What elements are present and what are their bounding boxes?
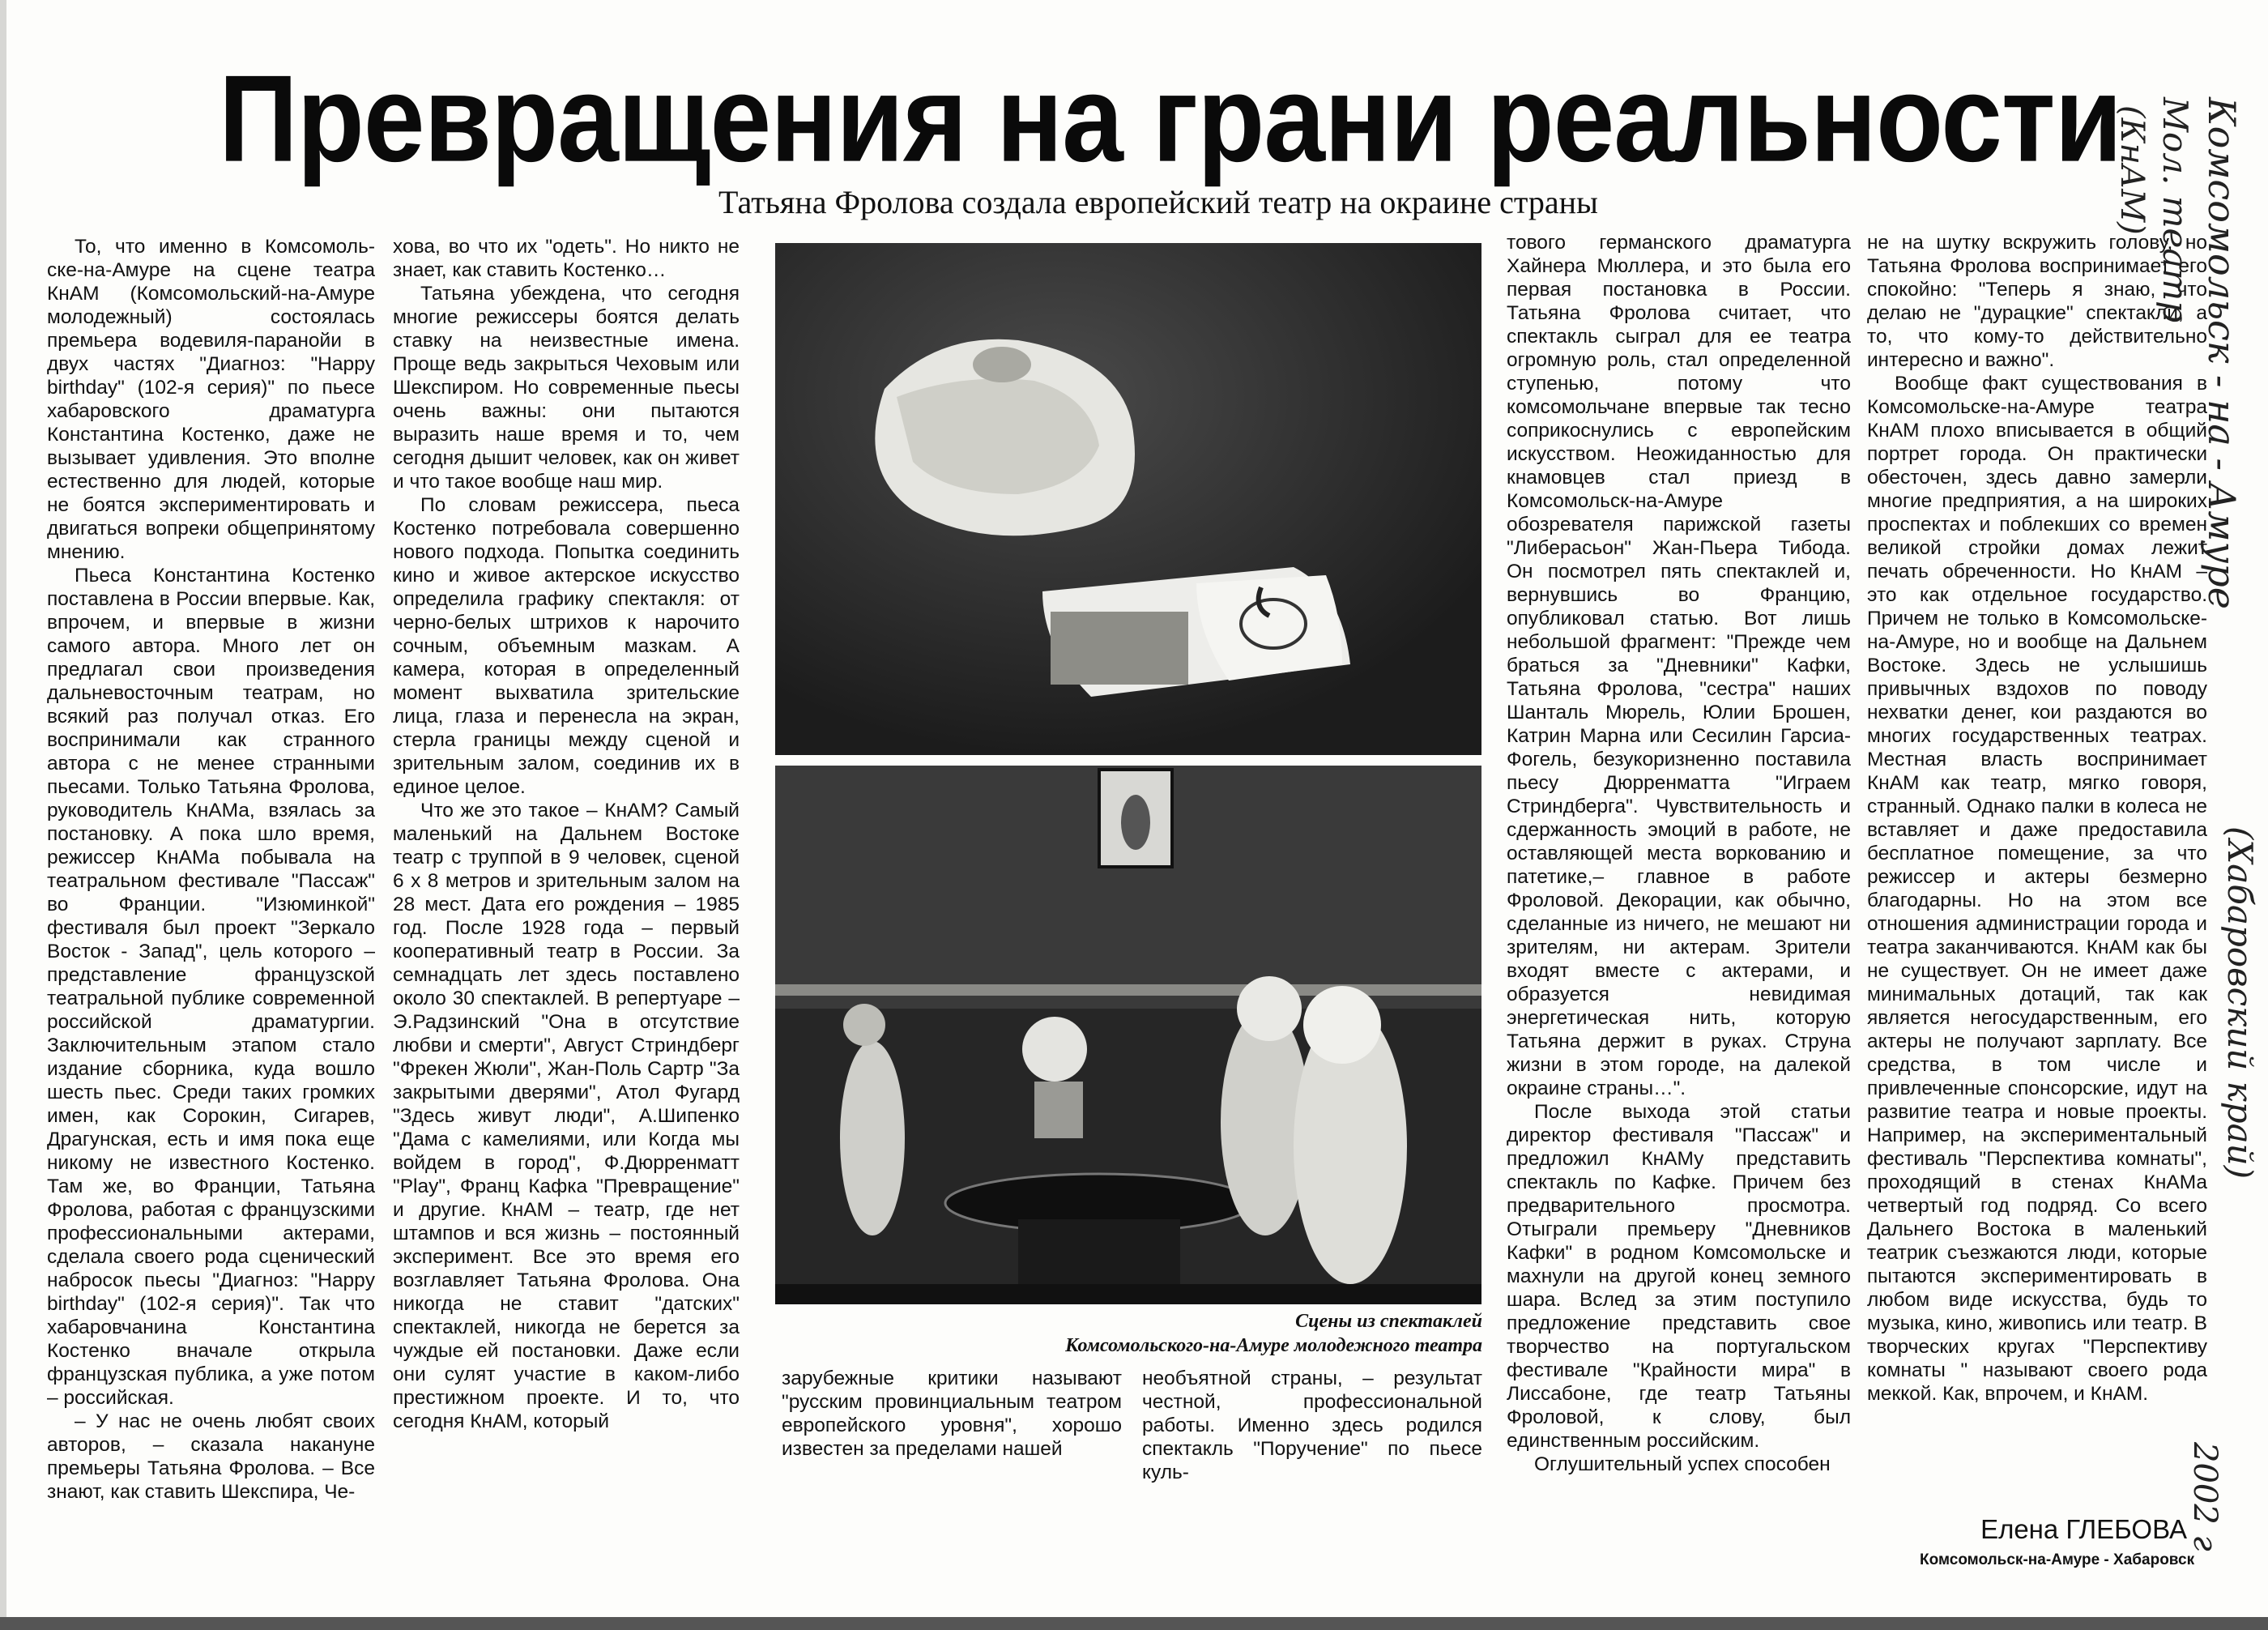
paragraph: После выхода этой статьи директор фестиваля "Пассаж" и предложил КнАМу представить спектакль по Кафке. Причем без предварительного просмотра. Отыграли премьеру "Дневников Кафки" в родном Комсомольске и махнули на другой конец земного шара. Вслед за этим поступило предложение представить свое творчество на португальском фестивале "Крайности мира" в Лиссабоне, где театр Татьяны Фроловой, к слову, был единственным российским. (1507, 1101, 1851, 1452)
caption-line-2: Комсомольского-на-Амуре молодежного театра (1065, 1335, 1482, 1356)
stage-photo-top (775, 243, 1481, 755)
author-byline: Елена ГЛЕБОВА (1980, 1514, 2187, 1544)
handwritten-note-city: Комсомольск - на - Амуре (2200, 97, 2244, 609)
paragraph: То, что именно в Комсомоль-ске-на-Амуре на сцене театра КнАМ (Комсомольский-на-Амуре молодежный) состоялась премьера водевиля-паранойи в двух частях "Диагноз: "Happy birthday" (102-я серия)" по пьесе хабаровского драматурга Константина Костенко, даже не вызывает удивления. Это вполне естественно для людей, которые не боятся экспериментировать и двигаться вопреки общепринятому мнению. (47, 236, 375, 563)
paragraph: По словам режиссера, пьеса Костенко потребовала совершенно нового подхода. Попытка соединить кино и живое актерское искусство определила графику спектакля: от черно-белых штрихов к нарочито сочным, объемным мазкам. А камера, которая в определенный момент выхватила зрительские лица, глаза и перенесла на экран, стерла границы между сценой и зрительным залом, соединив их в единое целое. (393, 494, 740, 798)
handwritten-note-region: (Хабаровский край) (2220, 826, 2260, 1180)
paragraph: – У нас не очень любят своих авторов, – сказала накануне премьеры Татьяна Фролова. – Все знают, как ставить Шекспира, Че- (47, 1410, 375, 1503)
article-column-6 (1867, 231, 2207, 1503)
handwritten-note-theatre: Мол. театр (2155, 97, 2195, 323)
handwritten-note-year: 2002 г (2186, 1442, 2223, 1551)
paragraph: Вообще факт существования в Комсомольске-на-Амуре театра КнАМ плохо вписывается в общий портрет города. Он практически обесточен, здесь давно замерли многие предприятия, а на широких проспектах и поблекших со времен великой стройки домах лежит печать обреченности. Но КнАМ – это как отдельное государство. Причем не только в Комсомольске-на-Амуре, но и вообще на Дальнем Востоке. Здесь не услышишь привычных вздохов по поводу нехватки денег, кои раздаются во многих государственных театрах. Местная власть воспринимает КнАМ как театр, мягко говоря, странный. Однако палки в колеса не вставляет и даже предоставила бесплатное помещение, за что режиссер и актеры безмерно благодарны. Но на этом все отношения администрации города и театра заканчиваются. КнАМ как бы не существует. Он не имеет даже минимальных дотаций, так как является негосударственным, его актеры не получают зарплату. Все средства, в том числе и привлеченные спонсорские, идут на развитие театра и новые проекты. Например, на экспериментальный фестиваль "Перспектива комнаты", проходящий в стенах КнАМа четвертый год подряд. Со всего Дальнего Востока в маленький театрик съезжаются люди, которые пытаются экспериментировать в любом виде искусства, будь то музыка, кино, живопись или театр. В творческих кругах "Перспективу комнаты " называют своего рода меккой. Как, впрочем, и КнАМ. (1867, 373, 2207, 1405)
paragraph: тового германского драматурга Хайнера Мюллера, и это была его первая постановка в России. Татьяна Фролова считает, что спектакль сыграл для ее театра огромную роль, стал определенной ступенью, потому что комсомольчане впервые так тесно соприкоснулись с европейским искусством. Неожиданностью для кнамовцев стал приезд в Комсомольск-на-Амуре обозревателя парижской газеты "Либерасьон" Жан-Пьера Тибода. Он посмотрел пять спектаклей и, вернувшись во Францию, опубликовал статью. Вот лишь небольшой фрагмент: "Прежде чем браться за "Дневники" Кафки, Татьяна Фролова, "сестра" наших Шанталь Мюрель, Юлии Брошен, Катрин Марна или Сесилин Гарсиа-Фогель, безукоризненно поставила пьесу Дюрренматта "Играем Стриндберга". Чувствительность и сдержанность эмоций в работе, не оставляющей места воркованию и патетике,– главное в работе Фроловой. Декорации, как обычно, сделанные из ничего, не мешают ни зрителям, ни актерам. Зрители входят вместе с актерами, и образуется невидимая энергетическая нить, которую Татьяна держит в руках. Струна жизни в этом городе, на далекой окраине страны…". (1507, 232, 1851, 1099)
stage-photo-bottom-illustration (775, 766, 1481, 1304)
photo-caption (778, 1309, 1482, 1361)
article-column-3 (782, 1367, 1122, 1460)
paragraph: Что же это такое – КнАМ? Самый маленький на Дальнем Востоке театр с труппой в 9 человек, сценой 6 х 8 метров и зрительным залом на 28 мест. Дата его рождения – 1985 год. После 1928 года – первый кооперативный театр в России. За семнадцать лет здесь поставлено около 30 спектаклей. В репертуаре – Э.Радзинский "Она в отсутствие любви и смерти", Август Стриндберг "Фрекен Жюли", Жан-Поль Сартр "За закрытыми дверями", Атол Фугард "Здесь живут люди", А.Шипенко "Дама с камелиями, или Когда мы войдем в город", Ф.Дюрренматт "Play", Франц Кафка "Превращение" и другие. КнАМ – театр, где нет штампов и вся жизнь – постоянный эксперимент. Все это время его возглавляет Татьяна Фролова. Она никогда не ставит "датских" спектаклей, никогда не берется за чуждые ей постановки. Даже если они сулят участие в каком-либо престижном проекте. И то, что сегодня КнАМ, который (393, 800, 740, 1432)
handwritten-note-knam: (КнАМ) (2113, 105, 2151, 235)
paragraph: хова, во что их "одеть". Но никто не знает, как ставить Костенко… (393, 236, 740, 281)
stage-photo-top-illustration (775, 243, 1481, 755)
caption-line-1: Сцены из спектаклей (1295, 1311, 1482, 1332)
article-column-2 (393, 235, 740, 1612)
paragraph: Татьяна убеждена, что сегодня многие режиссеры боятся делать ставку на неизвестные имена. Проще ведь закрыться Чеховым или Шекспиром. Но современные пьесы очень важны: они пытаются выразить наше время и то, чем сегодня дышит человек, как он живет и что такое вообще наш мир. (393, 283, 740, 493)
paragraph: зарубежные критики называют "русским провинциальным театром европейского уровня", хорошо известен за пределами нашей (782, 1368, 1122, 1460)
scan-edge (0, 0, 6, 1630)
article-column-5 (1507, 231, 1851, 1527)
paragraph: не на шутку вскружить голову, но Татьяна Фролова воспринимает его спокойно: "Теперь я знаю, что делаю не "дурацкие" спектакли, а то, что кому-то действительно интересно и важно". (1867, 232, 2207, 371)
dateline: Комсомольск-на-Амуре - Хабаровск (1920, 1551, 2195, 1568)
paragraph: Пьеса Константина Костенко поставлена в России впервые. Как, впрочем, и впервые в жизни самого автора. Много лет он предлагал свои произведения дальневосточным театрам, но всякий раз получал отказ. Его воспринимали как странного автора с не менее странными пьесами. Только Татьяна Фролова, руководитель КнАМа, взялась за постановку. А пока шло время, режиссер КнАМа побывала на театральном фестивале "Пассаж" во Франции. "Изюминкой" фестиваля был проект "Зеркало Восток - Запад", цель которого – представление французской театральной публике современной российской драматургии. Заключительным этапом стало издание сборника, куда вошло шесть пьес. Среди таких громких имен, как Сорокин, Сигарев, Драгунская, есть и имя пока еще никому не известного Костенко. Там же, во Франции, Татьяна Фролова, работая с французскими профессиональными актерами, сделала своего рода сценический набросок пьесы "Диагноз: "Happy birthday" (102-я серия)". Так что хабаровчанина Константина Костенко вначале открыла французская публика, а уже потом – российская. (47, 565, 375, 1409)
article-column-1 (47, 235, 375, 1612)
scan-bottom-edge (0, 1617, 2268, 1630)
subheadline: Татьяна Фролова создала европейский театр на окраине страны (718, 184, 1598, 220)
stage-photo-bottom (775, 766, 1481, 1304)
article-column-4 (1142, 1367, 1482, 1483)
paragraph: Оглушительный успех способен (1534, 1453, 1831, 1475)
headline: Превращения на грани реальности (219, 49, 2122, 188)
paragraph: необъятной страны, – результат честной, профессиональной работы. Именно здесь родился спектакль "Поручение" по пьесе куль- (1142, 1368, 1482, 1483)
